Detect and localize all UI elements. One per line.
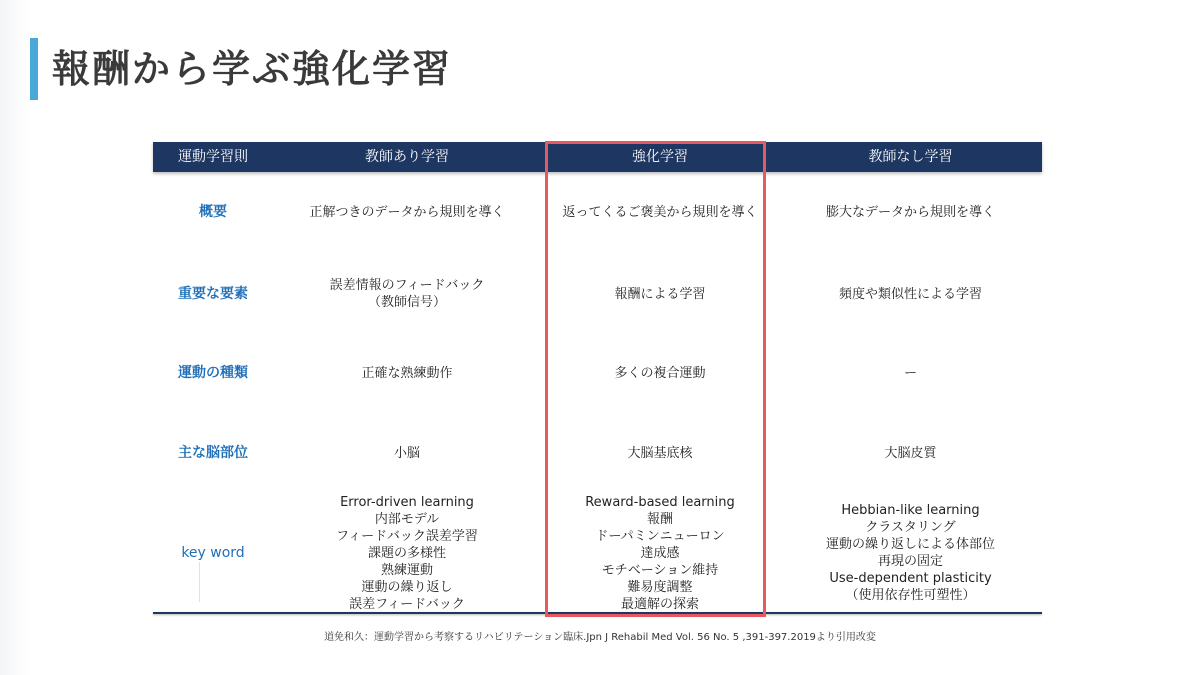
table-cell: Error-driven learning 内部モデル フィードバック誤差学習 課題の多様性 熟練運動 運動の繰り返し 誤差フィードバック bbox=[336, 494, 478, 612]
row-label: 重要な要素 bbox=[178, 285, 248, 302]
table-cell: 正解つきのデータから規則を導く bbox=[309, 204, 505, 220]
reinforcement-learning-highlight-box bbox=[545, 141, 766, 617]
header-cell: 強化学習 bbox=[632, 149, 688, 165]
table-cell: 大脳皮質 bbox=[884, 445, 937, 461]
title-accent-bar bbox=[30, 38, 38, 100]
table-cell: 正確な熟練動作 bbox=[361, 365, 453, 381]
table-cell: 小脳 bbox=[393, 445, 420, 461]
table-cell: 報酬による学習 bbox=[614, 286, 706, 302]
header-cell: 運動学習則 bbox=[178, 149, 248, 165]
table-cell: ー bbox=[903, 365, 917, 381]
row-label: 運動の種類 bbox=[178, 364, 248, 381]
row-label: key word bbox=[181, 544, 245, 561]
table-cell: 膨大なデータから規則を導く bbox=[825, 204, 995, 220]
source-citation: 道免和久：運動学習から考察するリハビリテーション臨床.Jpn J Rehabil Med Vol. 56 No. 5 ,391-397.2019より引用改変 bbox=[324, 632, 876, 643]
row-label: 概要 bbox=[199, 203, 227, 220]
table-cell: 大脳基底核 bbox=[627, 445, 693, 461]
side-shadow bbox=[0, 0, 30, 675]
slide-title: 報酬から学ぶ強化学習 bbox=[52, 47, 453, 91]
row-label: 主な脳部位 bbox=[178, 444, 248, 461]
table-cell: Reward-based learning 報酬 ドーパミンニューロン 達成感 モチベーション維持 難易度調整 最適解の探索 bbox=[585, 494, 735, 612]
divider bbox=[199, 562, 200, 602]
header-cell: 教師なし学習 bbox=[868, 149, 953, 165]
table-cell: 多くの複合運動 bbox=[614, 365, 706, 381]
header-cell: 教師あり学習 bbox=[365, 149, 449, 165]
table-cell: 返ってくるご褒美から規則を導く bbox=[562, 204, 758, 220]
table-cell: 頻度や類似性による学習 bbox=[838, 286, 982, 302]
table-cell: 誤差情報のフィードバック （教師信号） bbox=[329, 278, 485, 310]
table-cell: Hebbian-like learning クラスタリング 運動の繰り返しによる体部位 再現の固定 Use-dependent plasticity （使用依存性可塑性） bbox=[825, 503, 995, 603]
